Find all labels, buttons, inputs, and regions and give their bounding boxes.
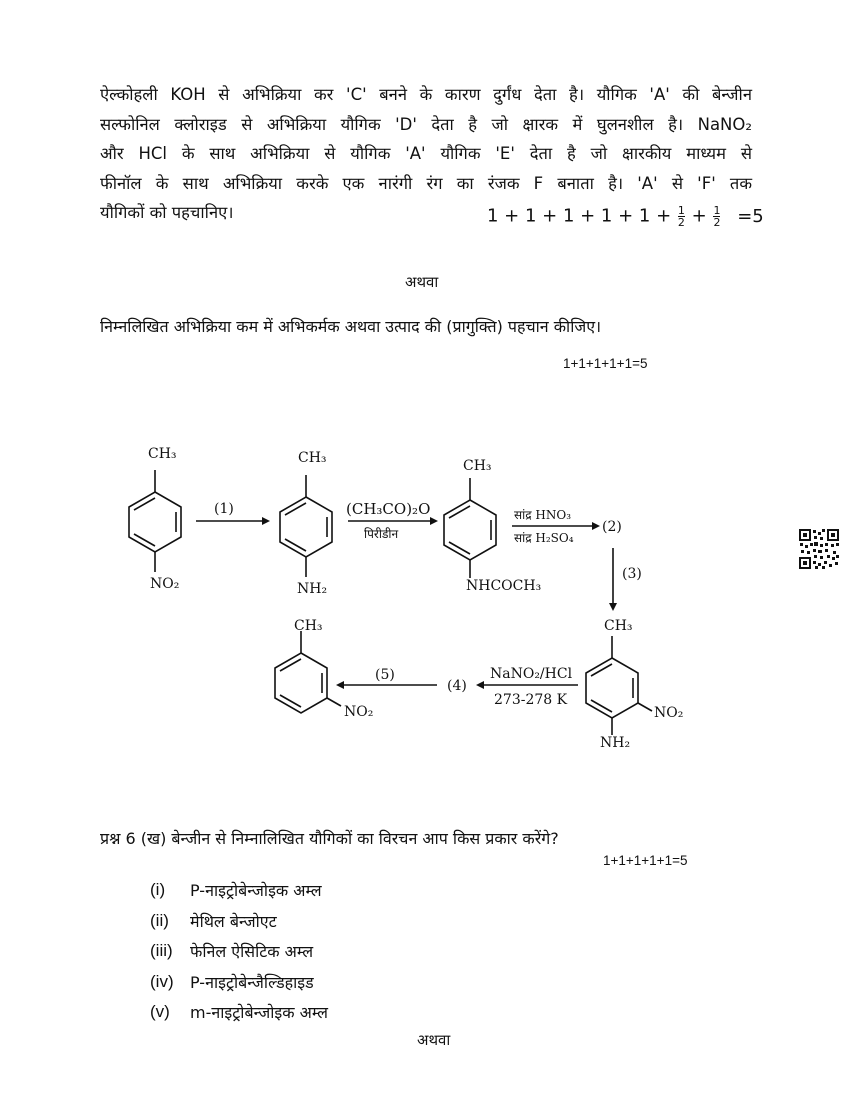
label-ch3-3: CH₃ — [463, 458, 492, 474]
question-6-kh: प्रश्न 6 (ख) बेन्जीन से निम्नालिखित यौगिकों का विरचन आप किस प्रकार करेंगे? — [100, 829, 559, 848]
list-item — [150, 967, 328, 998]
ring-nitro-toluidine — [586, 636, 652, 735]
step-label-3: (3) — [622, 566, 642, 582]
label-nh2-2: NH₂ — [600, 735, 631, 751]
list-item-text: P-नाइट्रोबेन्जैल्डिहाइड — [190, 972, 314, 992]
paragraph-line-5: यौगिकों को पहचानिए। — [100, 203, 234, 222]
ring-p-nitrotoluene — [129, 470, 181, 572]
marks-top-plus: + — [691, 205, 707, 227]
marks-bottom: 1+1+1+1+1=5 — [603, 853, 688, 868]
paragraph-line-2: सल्फोनिल क्लोराइड से अभिक्रिया यौगिक 'D' देता है जो क्षारक में घुलनशील है। NaNO₂ — [100, 114, 752, 134]
reagent-temperature: 273-278 K — [494, 692, 568, 708]
label-no2-2: NO₂ — [654, 705, 684, 721]
ring-m-nitrotoluene — [275, 631, 341, 713]
paragraph-line-3: और HCl के साथ अभिक्रिया से यौगिक 'A' यौगिक 'E' देता है जो क्षारकीय माध्यम से — [100, 144, 752, 163]
list-item — [150, 906, 328, 937]
athva-divider-1: अथवा — [405, 273, 439, 291]
step-label-5: (5) — [375, 667, 395, 683]
reagent-conc-hno3: सांद्र HNO₃ — [514, 508, 572, 522]
step-label-2: (2) — [602, 519, 622, 535]
fraction-half-2: $\frac{1}{2}$ — [713, 204, 721, 229]
list-item-text: P-नाइट्रोबेन्जोइक अम्ल — [190, 881, 322, 901]
reagent-conc-h2so4: सांद्र H₂SO₄ — [514, 531, 574, 545]
ring-acetotoluidide — [444, 478, 496, 578]
label-no2-3: NO₂ — [344, 704, 374, 720]
instruction-text: निम्नलिखित अभिक्रिया कम में अभिकर्मक अथवा उत्पाद की (प्रागुक्ति) पहचान कीजिए। — [100, 317, 602, 336]
athva-divider-2: अथवा — [417, 1031, 451, 1049]
reagent-acetic-anhydride: (CH₃CO)₂O — [346, 500, 431, 518]
label-ch3-5: CH₃ — [294, 618, 323, 634]
marks-mid: 1+1+1+1+1=5 — [563, 356, 648, 371]
list-item — [150, 997, 328, 1028]
list-item-text: मेथिल बेन्जोएट — [190, 911, 277, 931]
list-item-number: (iv) — [150, 971, 174, 991]
label-ch3-2: CH₃ — [298, 450, 327, 466]
label-ch3-1: CH₃ — [148, 446, 177, 462]
paragraph-line-4: फीनॉल के साथ अभिक्रिया करके एक नारंगी रंग का रंजक F बनाता है। 'A' से 'F' तक — [100, 173, 752, 193]
list-item — [150, 875, 328, 906]
list-item-number: (i) — [150, 880, 166, 900]
label-ch3-4: CH₃ — [604, 618, 633, 634]
step-label-1: (1) — [214, 501, 234, 517]
compound-list — [150, 875, 328, 1028]
list-item-text: फेनिल ऐसिटिक अम्ल — [190, 942, 314, 962]
marks-top-prefix: 1 + 1 + 1 + 1 + 1 + — [487, 205, 672, 227]
marks-top-total: =5 — [737, 205, 764, 227]
list-item — [150, 936, 328, 967]
label-nhcoch3: NHCOCH₃ — [466, 578, 542, 594]
label-nh2-1: NH₂ — [297, 581, 328, 597]
list-item-number: (ii) — [150, 910, 169, 930]
reaction-scheme — [0, 420, 850, 760]
reagent-pyridine: पिरीडीन — [364, 527, 399, 541]
ring-p-toluidine — [280, 475, 332, 577]
list-item-number: (iii) — [150, 941, 173, 961]
label-no2-1: NO₂ — [150, 576, 180, 592]
reagent-nano2-hcl: NaNO₂/HCl — [490, 666, 573, 682]
qr-code-icon — [798, 528, 840, 570]
list-item-text: m-नाइट्रोबेन्जोइक अम्ल — [190, 1003, 328, 1023]
fraction-half-1: $\frac{1}{2}$ — [677, 204, 685, 229]
step-label-4: (4) — [447, 678, 467, 694]
paragraph-line-1: ऐल्कोहली KOH से अभिक्रिया कर 'C' बनने के कारण दुर्गंध देता है। यौगिक 'A' की बेन्जीन — [100, 85, 752, 104]
marks-top — [487, 205, 764, 228]
list-item-number: (v) — [150, 1002, 170, 1022]
